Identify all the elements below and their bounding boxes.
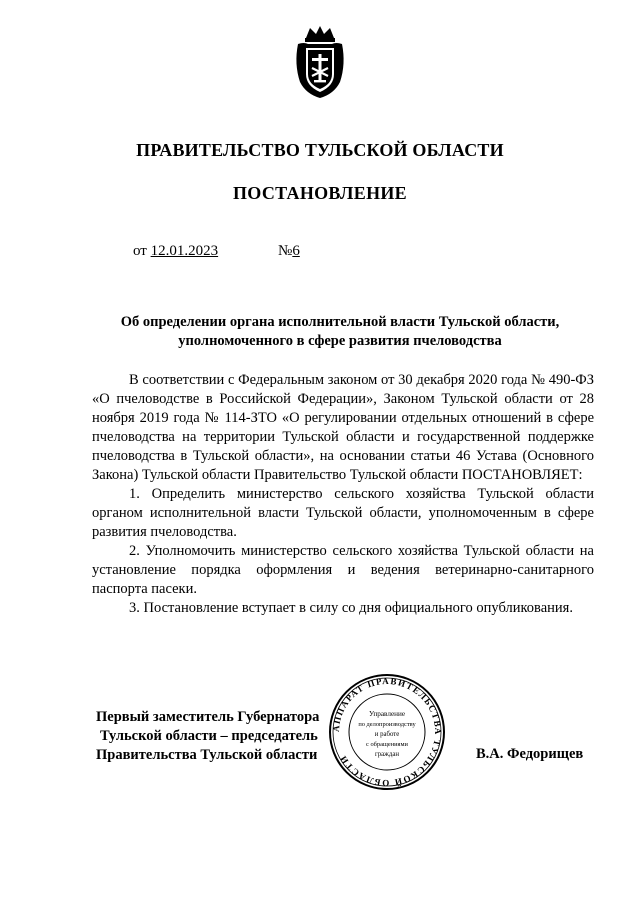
subject-line-1: Об определении органа исполнительной власти Тульской области,	[120, 314, 560, 330]
signatory-line-3: Правительства Тульской области	[96, 747, 318, 763]
stamp-ring-text: АППАРАТ ПРАВИТЕЛЬСТВА ТУЛЬСКОЙ ОБЛАСТИ	[330, 675, 444, 789]
signatory-line-1: Первый заместитель Губернатора	[96, 709, 320, 725]
document-number	[278, 243, 300, 260]
number-value: 6	[292, 243, 300, 259]
signatory-name: В.А. Федорищев	[476, 746, 584, 762]
number-prefix: №	[278, 243, 293, 259]
stamp-center-1: Управление	[368, 710, 406, 718]
document-type: ПОСТАНОВЛЕНИЕ	[233, 183, 407, 203]
date-value: 12.01.2023	[150, 243, 219, 259]
body-item-1: 1. Определить министерство сельского хозяйства Тульской области органом исполнительной власти Тульской области, уполномоченным в сфере развития пчеловодства.	[92, 486, 594, 540]
document-subject	[90, 313, 590, 351]
stamp-center-2: по делопроизводству	[358, 721, 416, 728]
body-item-3: 3. Постановление вступает в силу со дня официального опубликования.	[129, 600, 573, 616]
document-date	[133, 243, 218, 260]
stamp-center-5: граждан	[374, 751, 400, 758]
stamp-center-4: с обращениями	[366, 741, 408, 748]
body-intro: В соответствии с Федеральным законом от 30 декабря 2020 года № 490-ФЗ «О пчеловодстве в Российской Федерации», Законом Тульской области от 28 ноября 2019 года № 114-ЗТО «О регулировании отдельных отношений в сфере пчеловодства на территории Тульской области и государственной поддержке пчеловодства в Тульской области», на основании статьи 46 Устава (Основного Закона) Тульской области Правительство Тульской области ПОСТАНОВЛЯЕТ:	[92, 372, 594, 483]
date-prefix: от	[133, 243, 147, 259]
signatory-position	[96, 708, 319, 765]
official-stamp	[327, 672, 447, 792]
signatory-line-2: Тульской области – председатель	[100, 728, 318, 744]
government-title: ПРАВИТЕЛЬСТВО ТУЛЬСКОЙ ОБЛАСТИ	[136, 140, 504, 160]
subject-line-2: уполномоченного в сфере развития пчеловодства	[178, 333, 502, 349]
tula-coat-of-arms-icon	[292, 24, 348, 100]
stamp-center-3: и работе	[374, 731, 400, 738]
document-body	[92, 371, 594, 618]
body-item-2: 2. Уполномочить министерство сельского хозяйства Тульской области на установление порядка оформления и ведения ветеринарно-санитарного паспорта пасеки.	[92, 543, 594, 597]
